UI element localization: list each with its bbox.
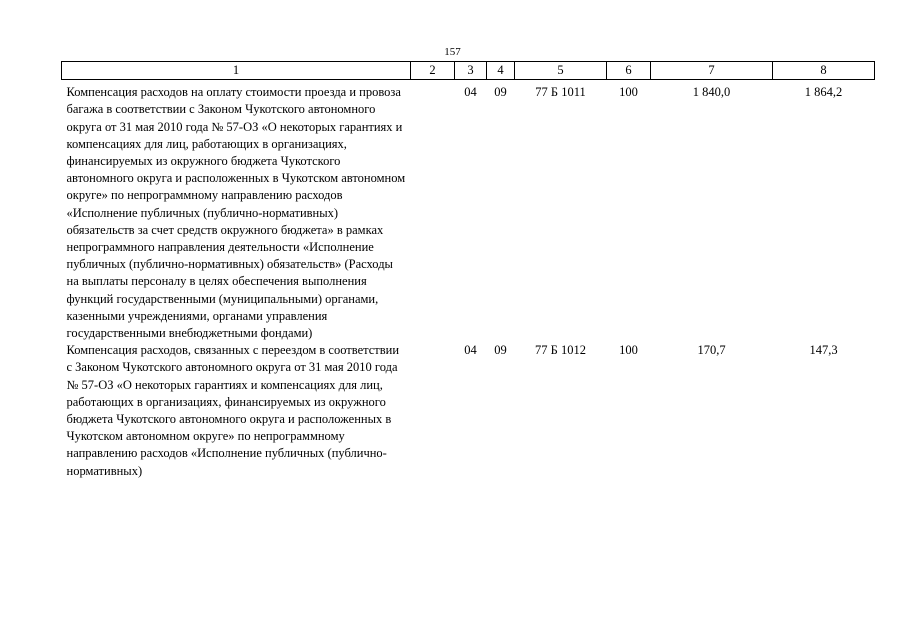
row-cell-amount-8: 147,3: [809, 343, 838, 358]
column-header-2: 2: [411, 62, 455, 80]
row-description: Компенсация расходов на оплату стоимости проезда и провоза багажа в соответствии с Законом Чукотского автономного округа от 31 мая 2010 года № 57-ОЗ «О некоторых гарантиях и компенсациях для лиц, работающих в организациях, финансируемых из окружного бюджета Чукотского автономного округа и расположенных в Чукотском автономном округе» по непрограммному направлению расходов «Исполнение публичных (публично-нормативных) обязательств за счет средств окружного бюджета» в рамках непрограммного направления деятельности «Исполнение публичных (публично-нормативных) обязательств» (Расходы на выплаты персоналу в целях обеспечения выполнения функций государственными (муниципальными) органами, казенными учреждениями, органами управления государственными внебюджетными фондами): [66, 85, 406, 341]
row-cell-expense-type: 100: [619, 343, 638, 358]
column-header-4: 4: [487, 62, 515, 80]
row-cell-2: [411, 80, 455, 343]
column-header-1: 1: [62, 62, 411, 80]
row-cell-2: [411, 342, 455, 480]
row-cell-section: 04: [464, 85, 477, 100]
row-cell-subsection: 09: [494, 343, 507, 358]
row-cell-amount-7: 1 840,0: [692, 85, 731, 100]
row-cell-target-article: 77 Б 1012: [535, 343, 586, 358]
column-header-8: 8: [773, 62, 875, 80]
table-row: [62, 342, 875, 480]
table-header: [62, 62, 875, 80]
row-cell-section: 04: [464, 343, 477, 358]
row-cell-expense-type: 100: [619, 85, 638, 100]
column-header-5: 5: [515, 62, 607, 80]
row-cell-subsection: 09: [494, 85, 507, 100]
column-header-3: 3: [455, 62, 487, 80]
header-row: [62, 62, 875, 80]
row-cell-target-article: 77 Б 1011: [535, 85, 586, 100]
page-number: 157: [444, 46, 461, 58]
row-cell-amount-7: 170,7: [697, 343, 726, 358]
budget-table: [61, 61, 875, 480]
row-description: Компенсация расходов, связанных с переездом в соответствии с Законом Чукотского автономного округа от 31 мая 2010 года № 57-ОЗ «О некоторых гарантиях и компенсациях для лиц, работающих в организациях, финансируемых из окружного бюджета Чукотского автономного округа и расположенных в Чукотском автономном округе» по непрограммному направлению расходов «Исполнение публичных (публично-нормативных): [66, 343, 400, 478]
table-row: [62, 80, 875, 343]
row-cell-amount-8: 1 864,2: [804, 85, 843, 100]
column-header-6: 6: [607, 62, 651, 80]
column-header-7: 7: [651, 62, 773, 80]
